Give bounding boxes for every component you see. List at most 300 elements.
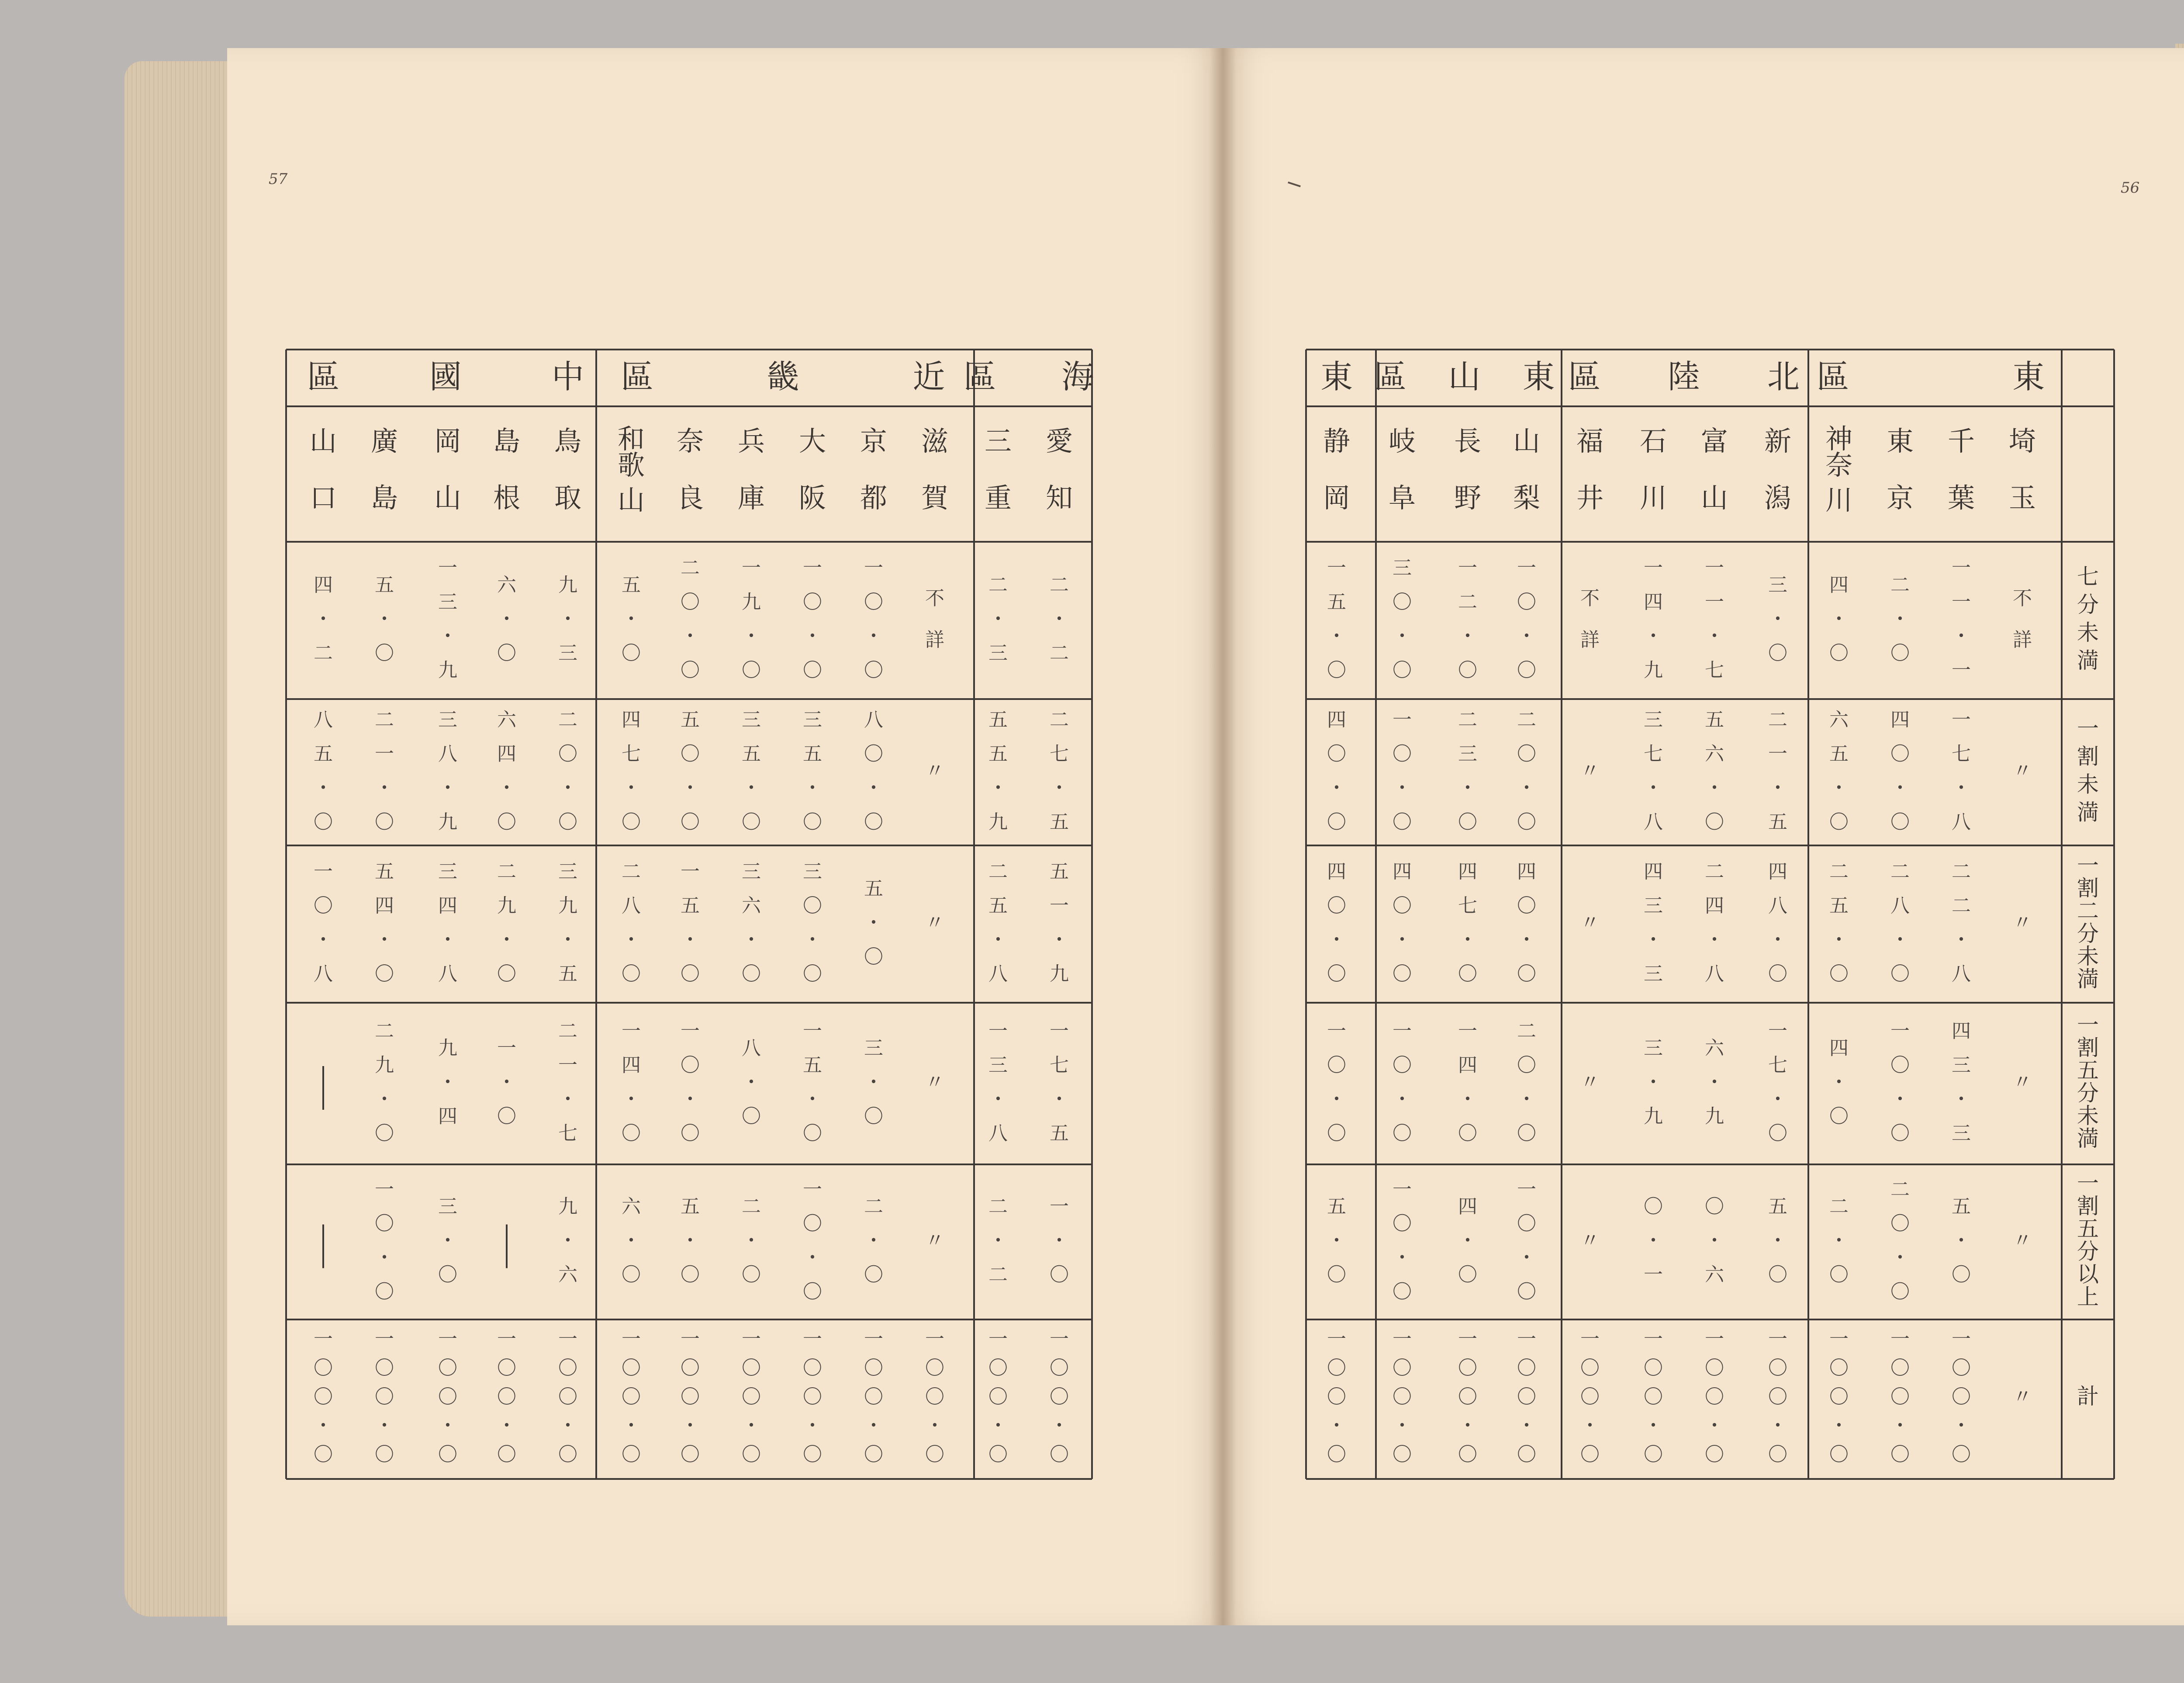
prefecture-name: 奈 [676,425,704,457]
table-cell-value: 五 [1768,811,1787,833]
table-cell-value: 八 [438,963,457,985]
table-cell-value: 〇 [1768,1122,1787,1145]
table-cell-value: 一 [864,1328,883,1351]
table-cell-value: 一 [1952,557,1971,579]
table-cell-value: ・ [1517,1088,1536,1111]
table-cell-value: 四 [1705,894,1724,917]
table-cell-value: 〇 [742,1357,761,1379]
table-cell-value: 〃 [2013,1071,2032,1094]
table-cell-value: 三 [1644,1037,1663,1060]
table-cell-value: ・ [1952,1414,1971,1437]
table-cell-value: ・ [1705,625,1724,648]
table-cell-value: 〇 [1517,1357,1536,1379]
table-cell-value: 七 [1050,1054,1069,1077]
table-cell-value: 〇 [1327,743,1346,765]
table-cell-value: ・ [1393,1088,1412,1111]
table-cell-value: 三 [438,860,457,883]
table-cell-value: 〇 [1517,1385,1536,1408]
table-cell-value: 四 [314,574,333,596]
table-cell-value: ・ [1517,777,1536,799]
table-cell-value: 五 [375,574,394,596]
table-cell-value: 三 [742,709,761,731]
table-cell-value: 一 [1952,591,1971,613]
table-cell-value: 〇 [1952,1357,1971,1379]
table-cell-value: 〇 [864,1357,883,1379]
table-cell-value: 〇 [497,811,516,833]
table-cell-value: 〇 [375,642,394,665]
table-cell-value: 〇 [375,1122,394,1145]
table-cell-value: ・ [438,777,457,799]
table-cell-value: ・ [314,1414,333,1437]
prefecture-name: 島 [493,425,521,457]
table-cell-value: 〃 [925,1229,944,1252]
table-cell-value: 二 [1458,591,1477,613]
table-cell-value: 〇 [1050,1357,1069,1379]
table-cell-value: ・ [1517,1414,1536,1437]
table-cell-value: 〇 [622,1443,641,1466]
table-cell-value: ・ [988,777,1008,799]
table-cell-value: 〇 [803,963,822,985]
table-cell-value: 三 [1644,709,1663,731]
table-cell-value: 〇 [1644,1195,1663,1218]
table-cell-value: 七 [558,1122,577,1145]
table-cell-value: 二 [375,709,394,731]
table-cell-value: ・ [1890,1414,1910,1437]
table-cell-value: ・ [1458,1088,1477,1111]
table-cell-value: 〇 [1393,1443,1412,1466]
table-cell-value: 四 [1890,709,1910,731]
table-cell-value: ・ [1705,777,1724,799]
table-cell-value: 一 [438,557,457,579]
table-cell-value: ・ [1829,1071,1849,1094]
table-cell-value: 〇 [1458,811,1477,833]
table-cell-value: 〇 [375,1385,394,1408]
row-label: 七 [2077,564,2099,589]
table-cell-value: 一 [1517,557,1536,579]
table-cell-value: 〇 [803,811,822,833]
table-cell-value: ・ [1327,1229,1346,1252]
table-cell-value: 五 [1705,709,1724,731]
table-cell-value: 二 [988,1264,1008,1286]
table-cell-value: 四 [1768,860,1787,883]
row-label: 一 [2077,716,2099,741]
region-header: 區 [1817,358,1849,396]
region-header: 海 [1061,358,1094,396]
row-label: 分 [2077,1239,2099,1264]
table-cell-value: 〃 [2013,911,2032,934]
prefecture-name: 梨 [1513,482,1541,514]
table-cell-value: 〇 [1768,642,1787,665]
prefecture-name: 賀 [921,482,949,514]
table-cell-value: 七 [1644,743,1663,765]
table-cell-value: ・ [438,928,457,951]
row-label: 二 [2077,898,2099,924]
table-cell-value: 〇 [1829,963,1849,985]
table-cell-value: 〇 [988,1357,1008,1379]
prefecture-name: 島 [370,482,398,514]
table-cell-value: 一 [1327,1020,1346,1042]
prefecture-name: 川 [1825,484,1853,516]
row-label: 未 [2077,620,2099,645]
table-cell-value: ・ [558,608,577,630]
table-cell-value: 〇 [1517,1443,1536,1466]
table-cell-value: ・ [622,777,641,799]
table-cell-value: 一 [558,1328,577,1351]
table-cell-value: ・ [803,928,822,951]
table-cell-value: ・ [1393,928,1412,951]
table-cell-value: 〇 [742,1264,761,1286]
table-cell-value: 一 [1829,1328,1849,1351]
prefecture-name: 重 [984,482,1012,514]
table-cell-value: 〇 [497,1385,516,1408]
table-cell-value: 〇 [1050,1443,1069,1466]
table-cell-value: 一 [742,1328,761,1351]
table-cell-value: 〇 [864,1264,883,1286]
table-cell-value: 〇 [438,1357,457,1379]
table-cell-value: 四 [1458,1195,1477,1218]
table-cell-value: ・ [1458,1229,1477,1252]
table-cell-value: 一 [1050,1020,1069,1042]
table-cell-value: 五 [681,894,700,917]
prefecture-name: 山 [1513,425,1541,457]
table-cell-value: ・ [1829,1414,1849,1437]
table-cell-value: ・ [1705,1229,1724,1252]
table-cell-value: 〇 [864,1385,883,1408]
table-cell-value: 〇 [864,591,883,613]
table-cell-value: 〇 [1768,1443,1787,1466]
prefecture-name: 滋 [921,425,949,457]
table-cell-value: ・ [1393,1247,1412,1269]
table-cell-value: 〇 [622,642,641,665]
table-cell-value: 〇 [1705,1357,1724,1379]
table-cell-value: ・ [375,608,394,630]
table-cell-value: 二 [558,1020,577,1042]
table-cell-value: 七 [1705,659,1724,682]
table-cell-value: 〇 [438,1264,457,1286]
prefecture-name: 山 [309,425,337,457]
table-cell-value: 〇 [681,659,700,682]
table-cell-value: 〇 [1458,659,1477,682]
prefecture-name: 野 [1454,482,1482,514]
table-cell-value: 〇 [1890,1122,1910,1145]
table-cell-value: 六 [622,1195,641,1218]
table-cell-value: 〇 [1393,1357,1412,1379]
table-cell-value: 〇 [1458,1357,1477,1379]
table-cell-value: ・ [742,1414,761,1437]
table-cell-value: 〃 [1580,1229,1600,1252]
table-cell-value: 〇 [864,811,883,833]
region-header: 中 [552,358,584,396]
table-cell-value: 一 [803,1178,822,1201]
table-cell-value: 〇 [1393,591,1412,613]
table-cell-value: 〇 [622,1385,641,1408]
table-cell-value: ・ [803,777,822,799]
table-cell-value: ・ [314,928,333,951]
table-cell-value: 〇 [1580,1357,1600,1379]
table-cell-value: 〇 [681,1357,700,1379]
table-cell-value: ・ [438,625,457,648]
table-cell-value: 一 [314,860,333,883]
table-cell-value: ・ [1580,1414,1600,1437]
table-cell-value: 一 [803,557,822,579]
table-cell-value: ・ [742,625,761,648]
table-cell-value: ・ [742,1229,761,1252]
table-cell-value: ・ [438,1414,457,1437]
prefecture-name: 知 [1045,482,1073,514]
table-cell-value: 五 [1050,860,1069,883]
table-cell-value: ・ [558,1229,577,1252]
table-cell-value: 九 [1050,963,1069,985]
table-cell-value: 〇 [1890,1443,1910,1466]
prefecture-name: 口 [309,482,337,514]
table-cell-value: 〇 [925,1385,944,1408]
table-cell-value: 八 [1768,894,1787,917]
table-cell-value: 〇 [1829,642,1849,665]
table-cell-value: ・ [803,625,822,648]
table-cell-value: ・ [558,928,577,951]
region-header: 北 [1767,358,1800,396]
prefecture-name: 富 [1700,425,1728,457]
table-cell-value: 五 [1327,1195,1346,1218]
table-cell-value: ・ [1890,1247,1910,1269]
table-cell-value: 一 [558,1054,577,1077]
table-cell-value: ・ [1644,928,1663,951]
table-cell-value: 〇 [1393,1054,1412,1077]
table-cell-value: 四 [497,743,516,765]
prefecture-name: 井 [1576,482,1604,514]
table-cell-value: 二 [988,1195,1008,1218]
region-header: 區 [307,358,339,396]
table-cell-value: 〇 [1952,1443,1971,1466]
table-cell-value: ・ [1644,777,1663,799]
table-cell-value: 〇 [497,963,516,985]
table-cell-value: 〇 [1458,1443,1477,1466]
table-cell-value: 一 [988,1328,1008,1351]
table-cell-value: 〇 [622,963,641,985]
table-cell-value: 二 [1890,1178,1910,1201]
table-cell-value: 一 [742,557,761,579]
table-cell-value: ・ [1517,625,1536,648]
table-cell-value: 一 [1890,1020,1910,1042]
row-label: 割 [2077,1193,2099,1219]
table-cell-value: 一 [1768,743,1787,765]
table-cell-value: 一 [1393,1178,1412,1201]
table-cell-value: ・ [988,1088,1008,1111]
table-cell-value: ・ [1829,777,1849,799]
table-cell-value: 〃 [1580,760,1600,782]
table-cell-value: 〇 [314,894,333,917]
table-cell-value: 〇 [1768,1357,1787,1379]
table-cell-value: 〇 [681,591,700,613]
table-cell-value: 〃 [925,1071,944,1094]
table-cell-value: 一 [864,557,883,579]
table-cell-value: 八 [988,963,1008,985]
table-cell-value: 〇 [558,811,577,833]
table-cell-value: 〇 [1705,1385,1724,1408]
table-cell-value: 〇 [681,1264,700,1286]
table-cell-value: 三 [988,642,1008,665]
table-cell-value: 三 [1393,557,1412,579]
table-cell-value: 四 [1327,860,1346,883]
table-cell-value: ・ [1050,1088,1069,1111]
table-cell-value: 〃 [925,911,944,934]
prefecture-name: 葉 [1947,482,1975,514]
table-cell-value: 〇 [497,1105,516,1128]
table-cell-value: 一 [1393,709,1412,731]
table-cell-value: 〇 [1458,1122,1477,1145]
table-cell-value: ・ [681,1229,700,1252]
table-cell-value: 二 [1952,860,1971,883]
table-cell-value: ・ [864,625,883,648]
table-cell-value: 二 [1890,860,1910,883]
table-cell-value: 四 [1458,860,1477,883]
table-cell-value: 五 [1829,743,1849,765]
table-cell-value: 〇 [742,1385,761,1408]
table-cell-value: 〇 [742,811,761,833]
table-cell-value: 三 [742,860,761,883]
prefecture-name: 山 [434,482,462,514]
table-cell-value: 八 [1644,811,1663,833]
table-cell-value: 〇 [1393,1385,1412,1408]
table-cell-value: 一 [375,1178,394,1201]
prefecture-name: 三 [984,425,1012,457]
table-cell-value: ・ [1768,1414,1787,1437]
table-cell-value: 六 [742,894,761,917]
table-cell-value: 〇 [681,1054,700,1077]
table-cell-value: 〇 [742,659,761,682]
table-cell-value: 五 [1050,811,1069,833]
table-cell-value: 〇 [681,811,700,833]
table-cell-value: 〇 [1327,894,1346,917]
table-cell-value: ・ [497,928,516,951]
table-cell-value: ・ [742,777,761,799]
table-cell-value: ・ [742,1071,761,1094]
prefecture-name: 根 [493,482,521,514]
table-cell-value: 〇 [622,1122,641,1145]
table-cell-value: 五 [1050,1122,1069,1145]
table-cell-value: 〇 [803,1357,822,1379]
table-cell-value: 〇 [1458,1264,1477,1286]
prefecture-name: 京 [1886,482,1914,514]
table-cell-value: 二 [1829,860,1849,883]
table-cell-value: ・ [681,1088,700,1111]
table-cell-value: ・ [1952,777,1971,799]
table-cell-value: 〇 [375,1212,394,1235]
table-cell-value: 八 [864,709,883,731]
table-cell-value: 五 [988,709,1008,731]
table-cell-value: ・ [681,777,700,799]
region-header: 東 [1522,358,1555,396]
table-cell-value: ・ [1458,777,1477,799]
table-cell-value: 〇 [1952,1385,1971,1408]
table-cell-value: 一 [375,743,394,765]
table-cell-value: ・ [1050,1229,1069,1252]
row-label: 一 [2077,1012,2099,1038]
table-cell-value: 〇 [1327,1357,1346,1379]
region-header: 山 [1448,358,1481,396]
row-label: 未 [2077,1103,2099,1129]
prefecture-name: 岡 [1323,482,1351,514]
table-cell-value: 二 [1768,709,1787,731]
table-cell-value: 〇 [1327,659,1346,682]
table-cell-value: 二 [1829,1195,1849,1218]
table-cell-value: 不 [1580,587,1600,609]
table-cell-value: 九 [438,1037,457,1060]
prefecture-name: 京 [860,425,888,457]
table-cell-value: 〇 [1517,743,1536,765]
table-cell-value: ・ [622,1229,641,1252]
prefecture-name: 東 [1886,425,1914,457]
table-cell-value: 一 [1644,1264,1663,1286]
region-header: 區 [621,358,653,396]
table-cell-value: ・ [1050,777,1069,799]
table-cell-value: 〃 [2013,1229,2032,1252]
table-cell-value: 五 [622,574,641,596]
table-cell-value: ・ [1829,1229,1849,1252]
page-number-right: 56 [2121,179,2140,197]
table-cell-value: ・ [497,777,516,799]
row-label: 以 [2077,1261,2099,1287]
table-cell-value: 二 [622,860,641,883]
table-cell-value: 一 [1768,1020,1787,1042]
table-cell-value: 一 [497,1037,516,1060]
table-cell-value: 二 [742,1195,761,1218]
prefecture-name: 鳥 [554,425,582,457]
table-cell-value: 〇 [1393,811,1412,833]
prefecture-name: 長 [1454,425,1482,457]
table-cell-value: 〇 [1517,591,1536,613]
region-header: 東 [2012,358,2045,396]
table-cell-value: 一 [1050,1328,1069,1351]
table-cell-value: 二 [1705,860,1724,883]
table-cell-value: 〇 [1458,963,1477,985]
table-cell-value: 〇 [375,1443,394,1466]
prefecture-name: 良 [676,482,704,514]
prefecture-name: 歌 [617,449,645,481]
table-cell-value: 〃 [2013,760,2032,782]
table-cell-value: 〇 [803,1212,822,1235]
table-cell-value: 三 [988,1054,1008,1077]
table-cell-value: 二 [988,860,1008,883]
table-cell-value: 三 [1952,1122,1971,1145]
prefecture-name: 千 [1947,425,1975,457]
row-label: 満 [2077,966,2099,992]
row-label: 五 [2077,1216,2099,1242]
region-header: 東 [1320,358,1353,396]
table-cell-value: 〇 [1768,1264,1787,1286]
table-cell-value: ・ [1458,1414,1477,1437]
prefecture-name: 山 [1700,482,1728,514]
region-header: 近 [912,358,945,396]
table-cell-value: 一 [1890,1328,1910,1351]
table-cell-value: 〇 [1327,811,1346,833]
prefecture-name: 兵 [737,425,765,457]
table-cell-value: ・ [1644,625,1663,648]
table-cell-value: ・ [1327,1414,1346,1437]
table-cell-value: 〇 [1327,1385,1346,1408]
table-cell-value: 〇 [803,659,822,682]
table-cell-value: 〇 [742,963,761,985]
table-cell-value: 二 [1050,574,1069,596]
table-cell-value: 〇 [375,963,394,985]
table-cell-value: ・ [558,1088,577,1111]
region-header: 國 [429,358,462,396]
table-cell-value: 〇 [497,642,516,665]
table-cell-value: 八 [622,894,641,917]
table-cell-value: 〇 [742,1105,761,1128]
table-cell-value: 一 [438,1328,457,1351]
table-cell-value: 〇 [1393,743,1412,765]
